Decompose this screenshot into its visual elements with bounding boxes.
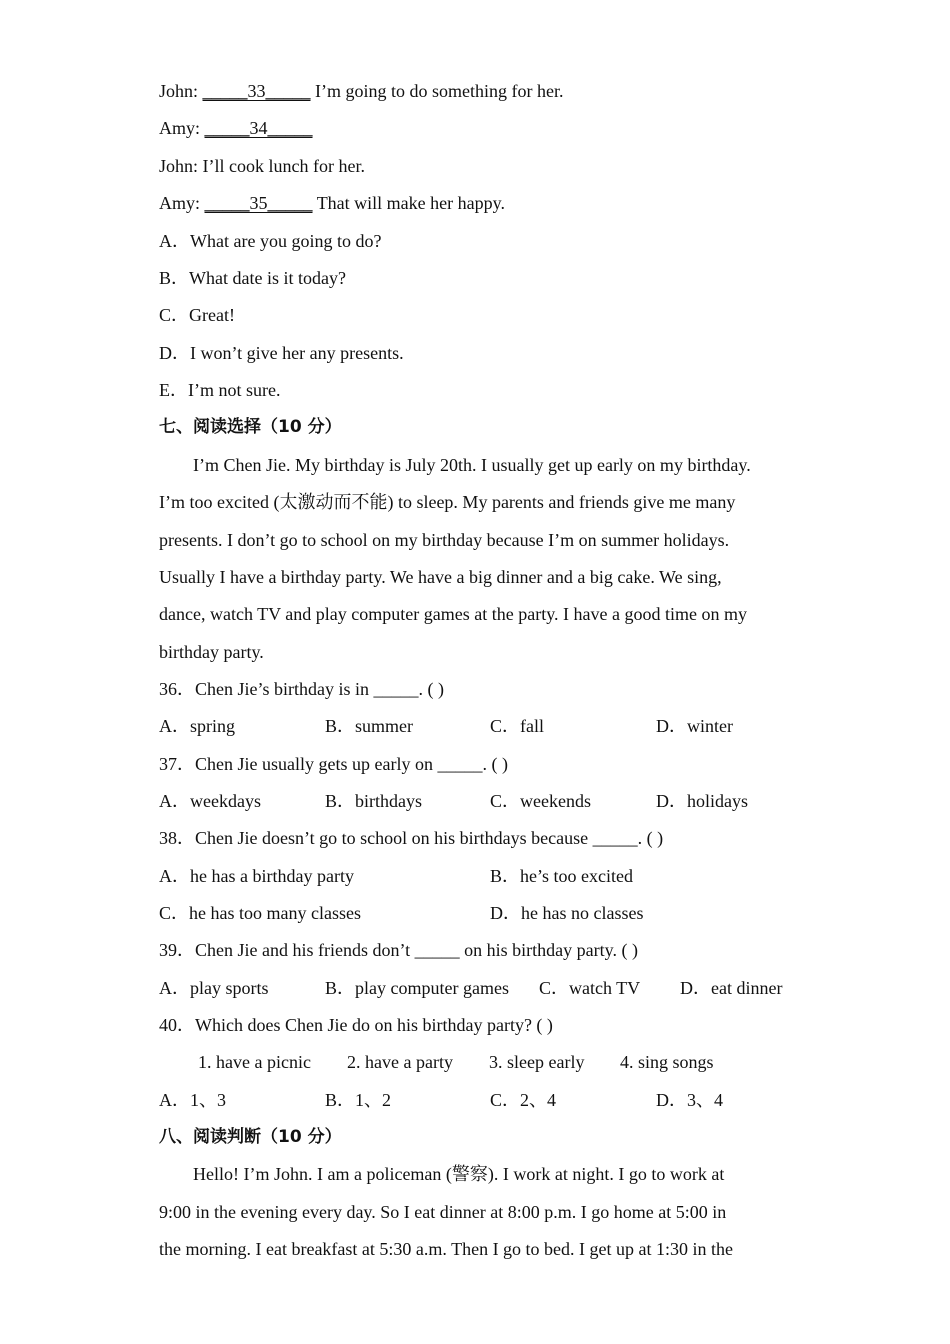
- option-d: D．he has no classes: [490, 903, 644, 923]
- passage-line: the morning. I eat breakfast at 5:30 a.m. Then I go to bed. I get up at 1:30 in the: [159, 1239, 734, 1259]
- passage-line: birthday party.: [159, 642, 264, 662]
- passage-line: Usually I have a birthday party. We have a big dinner and a big cake. We sing,: [159, 567, 722, 587]
- option-c: C．2、4: [490, 1090, 557, 1110]
- dialogue-text: I’m going to do something for her.: [310, 81, 564, 101]
- passage-line: presents. I don’t go to school on my birthday because I’m on summer holidays.: [159, 530, 730, 550]
- dialogue-line-35: [159, 191, 505, 215]
- dialogue-option-e: E．I’m not sure.: [159, 380, 281, 400]
- option-c: C．weekends: [490, 791, 591, 811]
- option-d: D．eat dinner: [680, 978, 783, 998]
- option-a: A．play sports: [159, 978, 269, 998]
- answer-blank-33: _____33_____: [202, 81, 311, 101]
- option-a: A．1、3: [159, 1090, 226, 1110]
- option-d: D．3、4: [656, 1090, 723, 1110]
- section-8-heading: 八、阅读判断（10 分）: [159, 1127, 342, 1147]
- question-39-options: [159, 976, 859, 1000]
- option-a: A．he has a birthday party: [159, 866, 354, 886]
- option-b: B．1、2: [325, 1090, 392, 1110]
- passage-line: dance, watch TV and play computer games at the party. I have a good time on my: [159, 604, 747, 624]
- question-37: 37．Chen Jie usually gets up early on _____. ( ): [159, 754, 508, 774]
- option-c: C．fall: [490, 716, 544, 736]
- dialogue-line-34: [159, 116, 313, 140]
- question-40: 40．Which does Chen Jie do on his birthday party? ( ): [159, 1015, 553, 1035]
- option-c: C．he has too many classes: [159, 903, 361, 923]
- question-39: 39．Chen Jie and his friends don’t _____ on his birthday party. ( ): [159, 940, 638, 960]
- item-1: 1. have a picnic: [198, 1052, 311, 1072]
- dialogue-line-33: [159, 79, 563, 103]
- speaker-label: Amy:: [159, 118, 205, 138]
- passage-line: Hello! I’m John. I am a policeman (警察). I work at night. I go to work at: [193, 1164, 725, 1184]
- question-36-options: [159, 714, 859, 738]
- item-2: 2. have a party: [347, 1052, 453, 1072]
- dialogue-option-a: A．What are you going to do?: [159, 231, 382, 251]
- speaker-label: John:: [159, 81, 203, 101]
- option-b: B．birthdays: [325, 791, 422, 811]
- option-a: A．weekdays: [159, 791, 261, 811]
- item-4: 4. sing songs: [620, 1052, 714, 1072]
- option-b: B．summer: [325, 716, 413, 736]
- question-40-options: [159, 1088, 859, 1112]
- option-d: D．winter: [656, 716, 733, 736]
- dialogue-option-b: B．What date is it today?: [159, 268, 346, 288]
- dialogue-option-d: D．I won’t give her any presents.: [159, 343, 404, 363]
- answer-blank-34: _____34_____: [204, 118, 313, 138]
- question-38: 38．Chen Jie doesn’t go to school on his birthdays because _____. ( ): [159, 828, 664, 848]
- option-b: B．he’s too excited: [490, 866, 633, 886]
- question-37-options: [159, 789, 859, 813]
- dialogue-text: That will make her happy.: [312, 193, 505, 213]
- passage-line: I’m Chen Jie. My birthday is July 20th. I usually get up early on my birthday.: [193, 455, 751, 475]
- dialogue-option-c: C．Great!: [159, 305, 235, 325]
- question-38-options-row2: [159, 901, 859, 925]
- question-38-options-row1: [159, 864, 859, 888]
- speaker-label: Amy:: [159, 193, 205, 213]
- item-3: 3. sleep early: [489, 1052, 585, 1072]
- option-c: C．watch TV: [539, 978, 641, 998]
- section-7-heading: 七、阅读选择（10 分）: [159, 417, 342, 437]
- dialogue-line-john: John: I’ll cook lunch for her.: [159, 156, 365, 176]
- option-b: B．play computer games: [325, 978, 509, 998]
- option-d: D．holidays: [656, 791, 748, 811]
- passage-line: 9:00 in the evening every day. So I eat dinner at 8:00 p.m. I go home at 5:00 in: [159, 1202, 727, 1222]
- question-36: 36．Chen Jie’s birthday is in _____. ( ): [159, 679, 444, 699]
- question-40-items: [159, 1050, 859, 1074]
- option-a: A．spring: [159, 716, 235, 736]
- passage-line: I’m too excited (太激动而不能) to sleep. My parents and friends give me many: [159, 492, 736, 512]
- answer-blank-35: _____35_____: [204, 193, 313, 213]
